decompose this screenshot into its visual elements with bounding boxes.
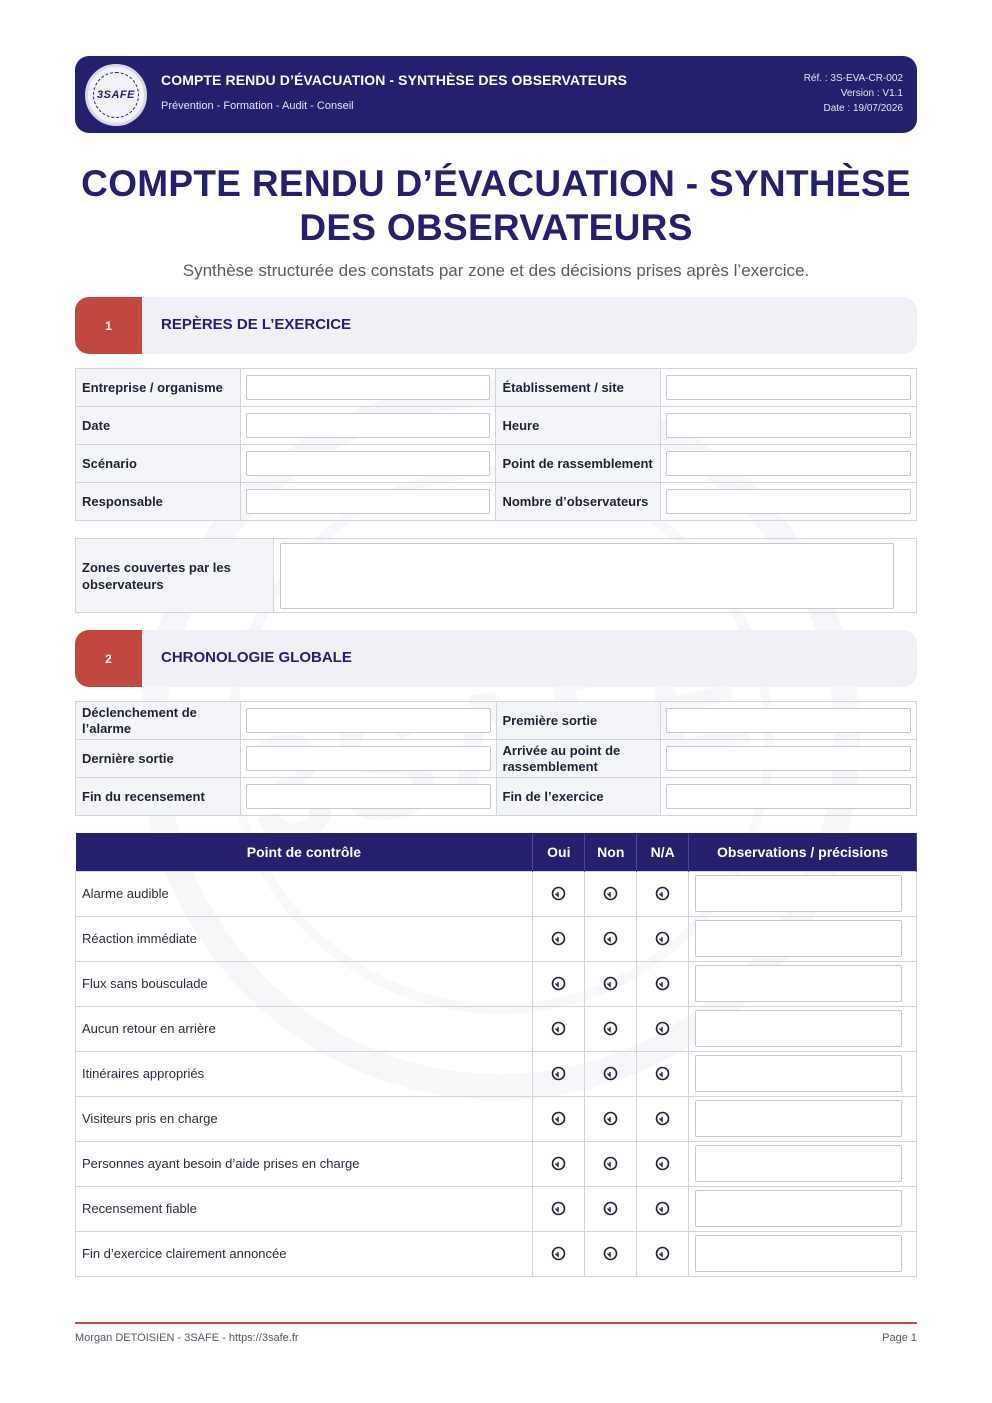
- field-label: Responsable: [76, 483, 241, 521]
- observation-cell: [689, 1051, 917, 1096]
- radio-cell: [637, 916, 689, 961]
- table-row: [76, 778, 917, 816]
- observation-cell: [689, 871, 917, 916]
- radio-non[interactable]: [602, 1020, 619, 1037]
- radio-na[interactable]: [654, 1245, 671, 1262]
- radio-cell: [533, 916, 585, 961]
- field-label: Première sortie: [496, 702, 661, 740]
- radio-oui[interactable]: [550, 1065, 567, 1082]
- radio-cell: [585, 1096, 637, 1141]
- table-header-row: [76, 833, 917, 871]
- control-point-label: Personnes ayant besoin d’aide prises en charge: [76, 1141, 533, 1186]
- document-version: Version : V1.1: [840, 88, 903, 99]
- radio-cell: [585, 916, 637, 961]
- control-point-label: Flux sans bousculade: [76, 961, 533, 1006]
- control-point-label: Recensement fiable: [76, 1186, 533, 1231]
- timeline-table: [75, 701, 917, 816]
- radio-cell: [637, 871, 689, 916]
- first-exit-field[interactable]: [666, 708, 911, 733]
- page-title: COMPTE RENDU D’ÉVACUATION - SYNTHÈSE DES OBSERVATEURS: [81, 163, 911, 248]
- radio-cell: [585, 1231, 637, 1276]
- observation-field[interactable]: [695, 875, 902, 912]
- radio-cell: [533, 1006, 585, 1051]
- zones-textarea[interactable]: [280, 543, 894, 609]
- zones-table: [75, 538, 917, 613]
- checklist-table: [75, 833, 917, 1277]
- radio-oui[interactable]: [550, 1200, 567, 1217]
- table-row: [76, 369, 917, 407]
- section-header-2: [75, 630, 917, 687]
- radio-na[interactable]: [654, 1200, 671, 1217]
- radio-na[interactable]: [654, 1155, 671, 1172]
- radio-non[interactable]: [602, 1155, 619, 1172]
- table-row: [76, 1006, 917, 1051]
- radio-oui[interactable]: [550, 930, 567, 947]
- radio-cell: [637, 961, 689, 1006]
- observation-cell: [689, 916, 917, 961]
- field-label: Scénario: [76, 445, 241, 483]
- field-label: Point de rassemblement: [496, 445, 661, 483]
- radio-cell: [585, 961, 637, 1006]
- table-row: [76, 445, 917, 483]
- radio-non[interactable]: [602, 1110, 619, 1127]
- table-row: [76, 916, 917, 961]
- assembly-arrival-field[interactable]: [666, 746, 911, 771]
- document-date: Date : 19/07/2026: [823, 103, 903, 114]
- field-label: Entreprise / organisme: [76, 369, 241, 407]
- radio-non[interactable]: [602, 1245, 619, 1262]
- table-row: [76, 1186, 917, 1231]
- census-end-field[interactable]: [246, 784, 491, 809]
- column-header-point: Point de contrôle: [76, 833, 533, 871]
- radio-non[interactable]: [602, 975, 619, 992]
- observation-field[interactable]: [695, 1100, 902, 1137]
- radio-cell: [585, 1006, 637, 1051]
- observation-field[interactable]: [695, 1190, 902, 1227]
- table-row: [76, 702, 917, 740]
- time-field[interactable]: [666, 413, 911, 438]
- control-point-label: Réaction immédiate: [76, 916, 533, 961]
- scenario-field[interactable]: [246, 451, 491, 476]
- logo-text: 3SAFE: [97, 89, 135, 101]
- radio-cell: [533, 871, 585, 916]
- observation-field[interactable]: [695, 1055, 902, 1092]
- radio-non[interactable]: [602, 885, 619, 902]
- radio-na[interactable]: [654, 1065, 671, 1082]
- radio-cell: [585, 1141, 637, 1186]
- table-row: [76, 539, 917, 613]
- observation-field[interactable]: [695, 1010, 902, 1047]
- observation-cell: [689, 1186, 917, 1231]
- observation-cell: [689, 1141, 917, 1186]
- document-meta: [804, 71, 903, 116]
- table-row: [76, 1141, 917, 1186]
- radio-oui[interactable]: [550, 1245, 567, 1262]
- column-header-observations: Observations / précisions: [689, 833, 917, 871]
- control-point-label: Aucun retour en arrière: [76, 1006, 533, 1051]
- radio-oui[interactable]: [550, 1155, 567, 1172]
- header-title: COMPTE RENDU D’ÉVACUATION - SYNTHÈSE DES OBSERVATEURS: [161, 72, 628, 88]
- table-row: [76, 740, 917, 778]
- observation-field[interactable]: [695, 920, 902, 957]
- radio-cell: [533, 1141, 585, 1186]
- radio-na[interactable]: [654, 1020, 671, 1037]
- column-header-oui: Oui: [533, 833, 585, 871]
- radio-cell: [637, 1006, 689, 1051]
- field-label: Zones couvertes par les observateurs: [76, 539, 274, 613]
- exercise-info-table: [75, 368, 917, 521]
- page-number: Page 1: [882, 1332, 917, 1344]
- radio-na[interactable]: [654, 930, 671, 947]
- field-label: Fin de l’exercice: [496, 778, 661, 816]
- footer-divider: [75, 1322, 917, 1324]
- radio-cell: [533, 1231, 585, 1276]
- field-label: Heure: [496, 407, 661, 445]
- header-subtitle: Prévention - Formation - Audit - Conseil: [161, 100, 354, 112]
- field-label: Arrivée au point de rassemblement: [496, 740, 661, 778]
- radio-cell: [637, 1051, 689, 1096]
- radio-cell: [585, 871, 637, 916]
- company-logo: [85, 64, 147, 126]
- field-label: Établissement / site: [496, 369, 661, 407]
- assembly-point-field[interactable]: [666, 451, 911, 476]
- observation-cell: [689, 961, 917, 1006]
- observation-field[interactable]: [695, 965, 902, 1002]
- radio-cell: [533, 1186, 585, 1231]
- radio-cell: [585, 1186, 637, 1231]
- table-row: [76, 871, 917, 916]
- radio-oui[interactable]: [550, 1110, 567, 1127]
- exercise-end-field[interactable]: [666, 784, 911, 809]
- radio-cell: [637, 1096, 689, 1141]
- manager-field[interactable]: [246, 489, 491, 514]
- footer-author: Morgan DETOISIEN - 3SAFE - https://3safe.fr: [75, 1332, 299, 1344]
- table-row: [76, 961, 917, 1006]
- section-number: 1: [75, 297, 142, 354]
- field-label: Dernière sortie: [76, 740, 241, 778]
- site-field[interactable]: [666, 375, 911, 400]
- date-field[interactable]: [246, 413, 491, 438]
- radio-na[interactable]: [654, 885, 671, 902]
- radio-non[interactable]: [602, 930, 619, 947]
- control-point-label: Alarme audible: [76, 871, 533, 916]
- control-point-label: Itinéraires appropriés: [76, 1051, 533, 1096]
- observation-field[interactable]: [695, 1235, 902, 1272]
- page-subtitle: Synthèse structurée des constats par zone et des décisions prises après l’exercice.: [182, 261, 810, 280]
- radio-cell: [585, 1051, 637, 1096]
- company-field[interactable]: [246, 375, 491, 400]
- radio-cell: [533, 961, 585, 1006]
- radio-oui[interactable]: [550, 975, 567, 992]
- alarm-trigger-field[interactable]: [246, 708, 491, 733]
- field-label: Nombre d’observateurs: [496, 483, 661, 521]
- table-row: [76, 407, 917, 445]
- field-label: Déclenchement de l’alarme: [76, 702, 241, 740]
- section-title: REPÈRES DE L’EXERCICE: [161, 316, 352, 333]
- section-title: CHRONOLOGIE GLOBALE: [161, 649, 352, 666]
- document-header: [75, 56, 917, 133]
- observer-count-field[interactable]: [666, 489, 911, 514]
- field-label: Fin du recensement: [76, 778, 241, 816]
- radio-cell: [533, 1051, 585, 1096]
- section-number: 2: [75, 630, 142, 687]
- table-row: [76, 1231, 917, 1276]
- control-point-label: Visiteurs pris en charge: [76, 1096, 533, 1141]
- observation-cell: [689, 1006, 917, 1051]
- radio-oui[interactable]: [550, 885, 567, 902]
- radio-non[interactable]: [602, 1065, 619, 1082]
- control-point-label: Fin d’exercice clairement annoncée: [76, 1231, 533, 1276]
- radio-cell: [637, 1141, 689, 1186]
- column-header-non: Non: [585, 833, 637, 871]
- observation-field[interactable]: [695, 1145, 902, 1182]
- document-reference: Réf. : 3S-EVA-CR-002: [803, 73, 903, 84]
- table-row: [76, 483, 917, 521]
- last-exit-field[interactable]: [246, 746, 491, 771]
- observation-cell: [689, 1096, 917, 1141]
- table-row: [76, 1096, 917, 1141]
- radio-cell: [637, 1186, 689, 1231]
- field-label: Date: [76, 407, 241, 445]
- radio-oui[interactable]: [550, 1020, 567, 1037]
- table-row: [76, 1051, 917, 1096]
- radio-na[interactable]: [654, 1110, 671, 1127]
- column-header-na: N/A: [637, 833, 689, 871]
- radio-cell: [637, 1231, 689, 1276]
- observation-cell: [689, 1231, 917, 1276]
- radio-cell: [533, 1096, 585, 1141]
- radio-non[interactable]: [602, 1200, 619, 1217]
- section-header-1: [75, 297, 917, 354]
- radio-na[interactable]: [654, 975, 671, 992]
